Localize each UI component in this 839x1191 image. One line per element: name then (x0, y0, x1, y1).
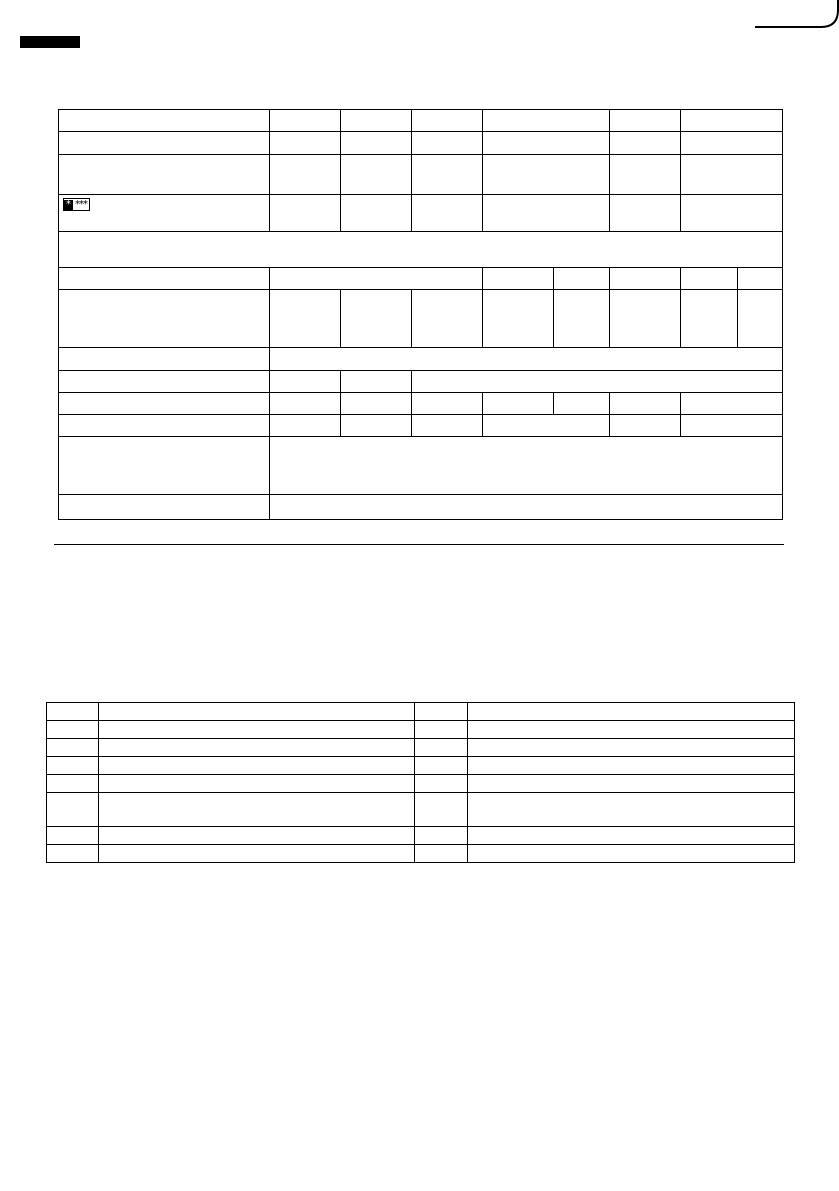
table-cell (738, 290, 783, 347)
table-cell (59, 414, 270, 436)
table-row (47, 703, 795, 721)
table-cell (610, 268, 681, 290)
table-cell (270, 155, 341, 195)
table-cell (270, 370, 341, 392)
table-row (59, 110, 783, 132)
table-row (47, 739, 795, 757)
table-row (59, 370, 783, 392)
table-cell (483, 290, 554, 347)
table-row (59, 195, 783, 232)
table-cell (415, 703, 468, 721)
table-cell (483, 195, 610, 232)
table-cell (415, 827, 468, 845)
table-cell (468, 739, 795, 757)
stars-icon: *** (75, 198, 87, 210)
table-cell (681, 290, 738, 347)
table-cell (341, 132, 412, 155)
table-cell (412, 155, 483, 195)
table-cell (483, 110, 610, 132)
key-table (46, 702, 795, 863)
table-cell (270, 392, 341, 414)
table-cell (47, 703, 99, 721)
table-cell (554, 392, 610, 414)
table-cell (415, 757, 468, 775)
table-cell (483, 392, 554, 414)
table-cell (341, 370, 412, 392)
table-cell (99, 827, 415, 845)
table-cell (59, 494, 270, 519)
table-cell (270, 436, 783, 494)
table-cell (483, 132, 610, 155)
table-cell (412, 195, 483, 232)
table-cell (99, 721, 415, 739)
table-cell (99, 793, 415, 827)
table-cell (554, 268, 610, 290)
table-cell (341, 155, 412, 195)
table-row (59, 436, 783, 494)
table-cell (47, 827, 99, 845)
table-cell (412, 132, 483, 155)
section-divider (54, 544, 784, 545)
table-cell (59, 392, 270, 414)
table-cell (415, 793, 468, 827)
table-row (47, 793, 795, 827)
four-star-freezer-icon (63, 198, 90, 211)
table-cell (341, 290, 412, 347)
table-cell (341, 392, 412, 414)
table-cell (415, 775, 468, 793)
table-row (47, 757, 795, 775)
table-cell (681, 268, 738, 290)
table-cell (47, 757, 99, 775)
table-cell (738, 268, 783, 290)
table-cell (341, 414, 412, 436)
table-cell (341, 110, 412, 132)
table-cell (681, 132, 783, 155)
table-cell (681, 392, 783, 414)
table-cell (270, 494, 783, 519)
table-row (59, 347, 783, 370)
freezer-rating-cell (59, 195, 270, 232)
table-row (59, 232, 783, 268)
table-cell (610, 290, 681, 347)
table-cell (610, 155, 681, 195)
table-cell (610, 132, 681, 155)
table-cell (681, 195, 783, 232)
table-cell (412, 392, 483, 414)
corner-crop-mark (755, 0, 839, 28)
table-cell (270, 268, 483, 290)
lead-star-icon: * (66, 198, 71, 210)
table-cell (483, 155, 610, 195)
table-cell (415, 739, 468, 757)
table-cell (59, 290, 270, 347)
language-tab-marker (20, 36, 80, 48)
table-cell (341, 195, 412, 232)
table-cell (412, 110, 483, 132)
table-cell (412, 414, 483, 436)
table-cell (483, 414, 610, 436)
table-cell (59, 268, 270, 290)
table-row (47, 721, 795, 739)
table-row (47, 845, 795, 863)
table-cell (59, 110, 270, 132)
table-cell (99, 845, 415, 863)
table-cell (610, 392, 681, 414)
table-cell (412, 290, 483, 347)
table-cell (270, 347, 783, 370)
table-cell (610, 110, 681, 132)
specification-table (58, 109, 783, 520)
table-cell (681, 110, 783, 132)
table-cell (59, 155, 270, 195)
table-cell (610, 195, 681, 232)
table-row (47, 775, 795, 793)
table-row (59, 414, 783, 436)
table-cell (59, 347, 270, 370)
table-cell (47, 775, 99, 793)
table-cell (47, 739, 99, 757)
table-cell (554, 290, 610, 347)
table-cell (270, 132, 341, 155)
table-cell (415, 845, 468, 863)
table-cell (610, 414, 681, 436)
table-cell (270, 195, 341, 232)
table-cell (99, 739, 415, 757)
table-cell (99, 703, 415, 721)
table-cell (468, 703, 795, 721)
table-row (59, 132, 783, 155)
table-cell (59, 370, 270, 392)
table-row (59, 494, 783, 519)
table-cell (59, 132, 270, 155)
table-row (59, 290, 783, 347)
table-cell (468, 775, 795, 793)
table-row (47, 827, 795, 845)
table-cell (47, 793, 99, 827)
table-cell (59, 232, 783, 268)
table-row (59, 268, 783, 290)
table-cell (270, 414, 341, 436)
table-cell (468, 827, 795, 845)
table-cell (681, 414, 783, 436)
table-cell (270, 110, 341, 132)
table-cell (415, 721, 468, 739)
table-row (59, 155, 783, 195)
table-cell (468, 757, 795, 775)
table-cell (99, 757, 415, 775)
table-cell (468, 793, 795, 827)
table-cell (681, 155, 783, 195)
table-cell (47, 845, 99, 863)
table-cell (47, 721, 99, 739)
table-cell (99, 775, 415, 793)
table-cell (483, 268, 554, 290)
table-cell (468, 845, 795, 863)
table-cell (412, 370, 783, 392)
table-row (59, 392, 783, 414)
table-cell (468, 721, 795, 739)
table-cell (270, 290, 341, 347)
table-cell (59, 436, 270, 494)
